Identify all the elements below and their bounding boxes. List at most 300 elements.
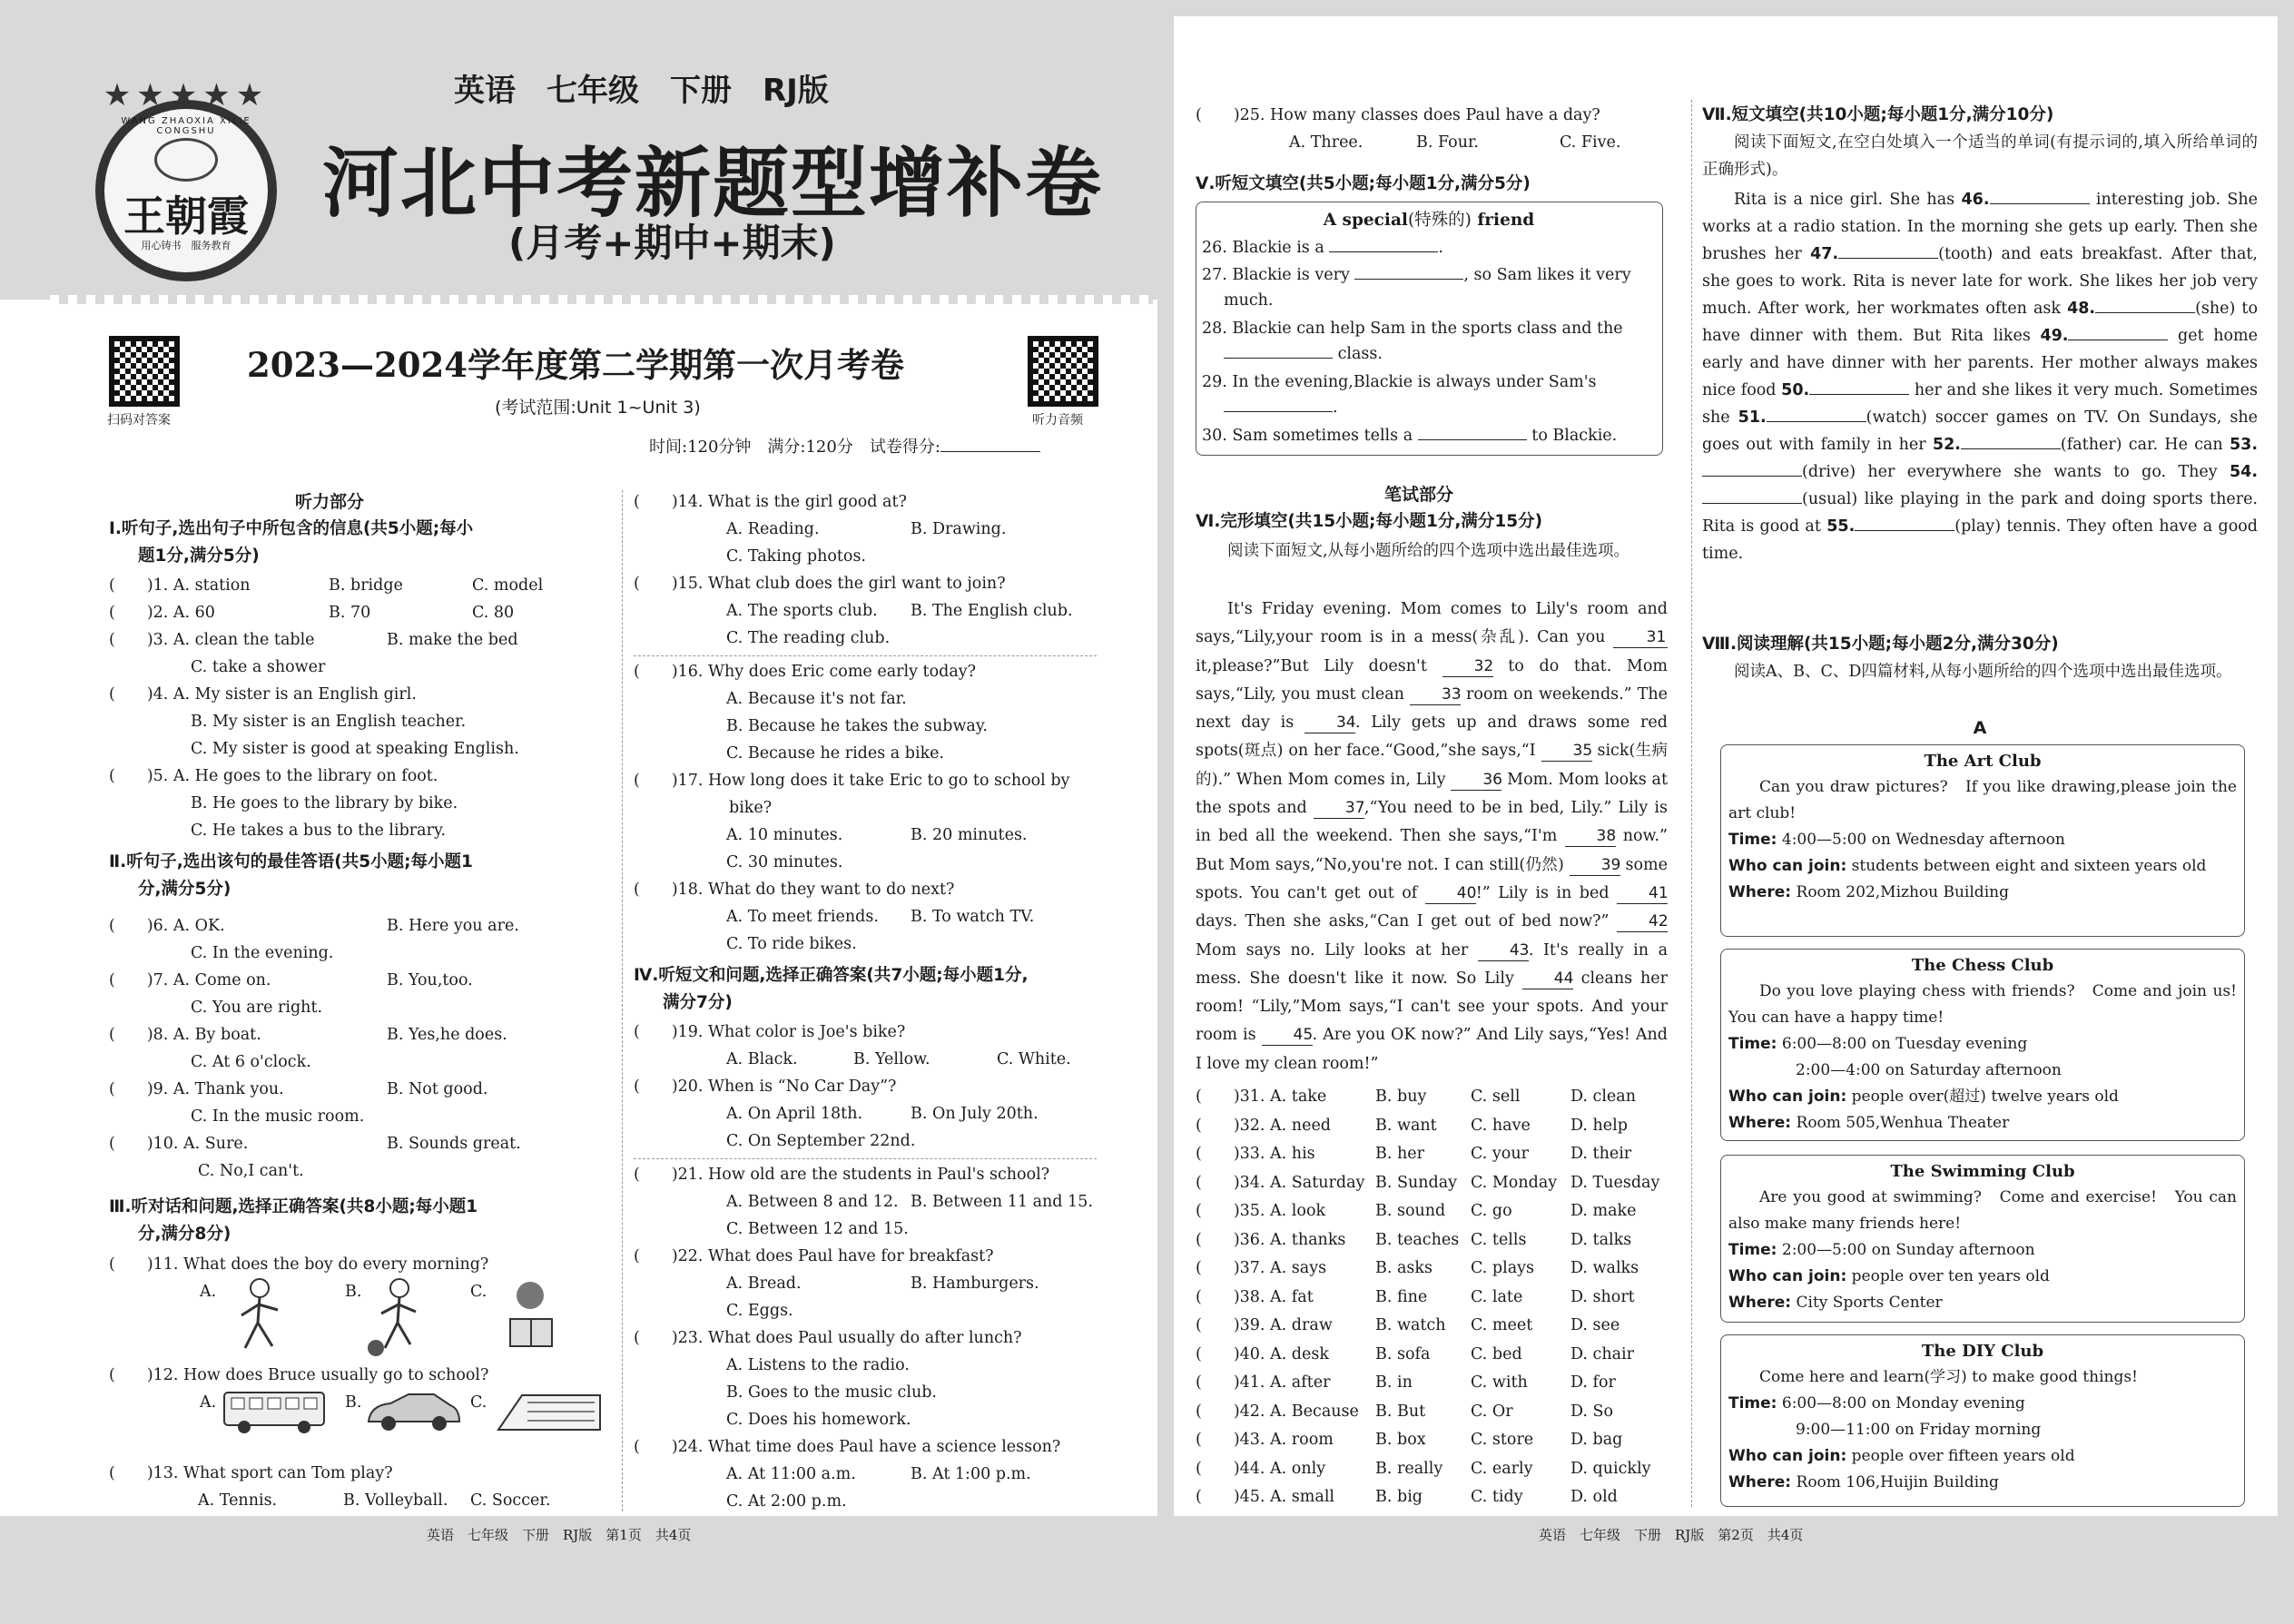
soccer-boy-icon [363, 1275, 431, 1357]
q19-b: B. Yellow. [853, 1050, 930, 1068]
question-5[interactable]: ( )5. A. He goes to the library on foot. [109, 767, 438, 785]
q3-b: B. make the bed [387, 631, 518, 649]
section-1-head2: 题1分,满分5分) [138, 546, 260, 566]
fill-seg: Rita is a nice girl. She has [1734, 191, 1962, 209]
q7-c: C. You are right. [191, 999, 323, 1017]
fill-passage [1702, 186, 2258, 567]
section-5-head: Ⅴ.听短文填空(共5小题;每小题1分,满分5分) [1196, 174, 1531, 193]
cloze-option: B. teaches [1375, 1230, 1460, 1249]
club-time [1721, 1031, 2244, 1058]
question-13[interactable]: ( )13. What sport can Tom play? [109, 1464, 393, 1482]
q14-c: C. Taking photos. [726, 547, 866, 566]
q28-text2: class. [1337, 345, 1383, 363]
cloze-seg: now.” But Mom says,“No,you're not. I can still(仍然) [1196, 827, 1668, 874]
cloze-option: B. buy [1375, 1088, 1427, 1106]
cloze-seg: it,please?”But Lily doesn't [1196, 656, 1442, 675]
q30-line [1202, 422, 1617, 449]
club-where-label: Where: [1728, 1473, 1792, 1491]
q19-a: A. Black. [726, 1050, 798, 1068]
q30-text2: to Blackie. [1531, 427, 1618, 445]
club-who-label: Who can join: [1728, 857, 1847, 875]
club-time2: 2:00—4:00 on Saturday afternoon [1796, 1061, 2062, 1079]
qr-code-left [109, 336, 180, 407]
club-time-value: 4:00—5:00 on Wednesday afternoon [1777, 831, 2065, 849]
q16-c: C. Because he rides a bike. [726, 744, 945, 763]
bus-icon [222, 1387, 327, 1437]
logo-ring-text: WANG ZHAOXIA XILIE CONGSHU [121, 116, 251, 136]
cloze-option: C. tidy [1471, 1488, 1523, 1506]
question-7[interactable] [109, 967, 473, 994]
q22-c: C. Eggs. [726, 1302, 793, 1320]
star-icon: ★★★★★ [103, 77, 270, 113]
q1-c: C. model [472, 576, 544, 595]
q5-b: B. He goes to the library by bike. [191, 794, 458, 812]
cloze-seg: room on weekends.” The next day is [1196, 684, 1668, 733]
q29-line: 29. In the evening,Blackie is always under Sam's [1202, 373, 1597, 391]
cloze-option: ( )38. A. fat [1196, 1287, 1314, 1306]
q17-cont: bike? [729, 799, 773, 817]
logo-text: 王朝霞 [123, 192, 249, 241]
q29-text2: . [1333, 399, 1338, 417]
q4-c: C. My sister is good at speaking English. [191, 740, 519, 758]
cloze-option: D. So [1570, 1402, 1614, 1421]
column-divider [1691, 100, 1692, 1507]
q18-a: A. To meet friends. [726, 908, 879, 926]
cloze-option: ( )34. A. Saturday [1196, 1173, 1365, 1192]
club-who-value: people over(超过) twelve years old [1846, 1088, 2119, 1106]
q12-c-label: C. [470, 1393, 487, 1412]
club-where-label: Where: [1728, 1114, 1792, 1132]
cloze-option: D. quickly [1570, 1459, 1651, 1478]
club-name: The Art Club [1924, 752, 2042, 771]
q14-b: B. Drawing. [911, 520, 1007, 538]
club-card [1720, 949, 2252, 1141]
fill-num-49: 49. [2040, 327, 2069, 345]
page-footer: 英语 七年级 下册 RJ版 第1页 共4页 [427, 1527, 692, 1543]
logo-motto: 用心铸书 服务教育 [141, 240, 231, 251]
cloze-option: D. bag [1570, 1431, 1623, 1449]
cloze-option: ( )32. A. need [1196, 1116, 1331, 1135]
fill-blank-55[interactable] [1855, 530, 1954, 531]
q28-cont [1224, 340, 1383, 368]
q11-b-label: B. [345, 1283, 362, 1301]
fill-num-52: 52. [1932, 436, 1961, 454]
exam-meta [649, 434, 1040, 458]
question-9[interactable] [109, 1076, 488, 1103]
q20-b: B. On July 20th. [911, 1105, 1039, 1123]
q8-b: B. Yes,he does. [387, 1026, 507, 1044]
question-12[interactable]: ( )12. How does Bruce usually go to school? [109, 1366, 489, 1384]
q4-b: B. My sister is an English teacher. [191, 713, 467, 731]
cloze-option: C. sell [1471, 1088, 1521, 1106]
box-title-c: friend [1471, 211, 1535, 230]
club-where [1721, 1470, 2244, 1496]
q27-blank[interactable] [1354, 279, 1463, 280]
q10-a: ( )10. A. Sure. [109, 1135, 249, 1153]
question-8[interactable] [109, 1021, 507, 1048]
q21-b: B. Between 11 and 15. [911, 1193, 1093, 1211]
fill-blank-46[interactable] [1990, 203, 2090, 204]
cloze-option: ( )36. A. thanks [1196, 1230, 1346, 1249]
cloze-seg: Mom says no. Lily looks at her [1196, 940, 1478, 960]
cloze-option: ( )40. A. desk [1196, 1344, 1329, 1363]
section-6-intro: 阅读下面短文,从每小题所给的四个选项中选出最佳选项。 [1227, 542, 1630, 560]
question-23[interactable]: ( )23. What does Paul usually do after lunch? [634, 1329, 1022, 1347]
club-time-value: 6:00—8:00 on Tuesday evening [1777, 1035, 2028, 1053]
q13-a: A. Tennis. [198, 1491, 278, 1510]
logo-eye-icon [154, 138, 218, 182]
fill-seg: (she) to have dinner with them. But Rita likes [1702, 300, 2258, 345]
cloze-option: ( )44. A. only [1196, 1459, 1326, 1478]
q20-c: C. On September 22nd. [726, 1132, 916, 1150]
q17-a: A. 10 minutes. [726, 826, 843, 844]
q10-b: B. Sounds great. [387, 1135, 521, 1153]
club-card [1720, 744, 2245, 937]
fill-seg: (usual) like playing in the park and doing sports there. Rita is good at [1702, 490, 2258, 536]
question-21[interactable]: ( )21. How old are the students in Paul's school? [634, 1166, 1050, 1184]
cloze-option: D. help [1570, 1116, 1628, 1135]
cloze-blank-45[interactable]: 45 [1262, 1025, 1313, 1046]
fill-seg: (watch) soccer games on TV. On Sundays, she goes out with family in her [1702, 408, 2258, 454]
train-icon [495, 1384, 604, 1439]
qr-left-label: 扫码对答案 [107, 413, 171, 428]
cloze-option: C. with [1471, 1373, 1528, 1392]
cloze-option: C. late [1471, 1287, 1523, 1306]
club-time-label: Time: [1728, 1241, 1777, 1259]
q1-b: B. bridge [329, 576, 403, 595]
club-desc: Can you draw pictures? If you like drawing,please join the art club! [1728, 778, 2237, 822]
club-time [1721, 827, 2244, 853]
club-where-label: Where: [1728, 1294, 1792, 1312]
cloze-option: D. old [1570, 1488, 1618, 1506]
q6-c: C. In the evening. [191, 944, 334, 962]
question-25[interactable]: ( )25. How many classes does Paul have a day? [1196, 106, 1600, 124]
cloze-blank-41[interactable]: 41 [1617, 883, 1668, 904]
fill-seg: (drive) her everywhere she wants to go. They [1802, 463, 2230, 481]
fill-blank-53[interactable] [1702, 476, 1802, 477]
q3-a: ( )3. A. clean the table [109, 631, 315, 649]
section-2-head2: 分,满分5分) [138, 880, 231, 899]
q26-blank[interactable] [1329, 251, 1438, 252]
question-18[interactable]: ( )18. What do they want to do next? [634, 881, 955, 899]
q5-c: C. He takes a bus to the library. [191, 822, 447, 840]
q10-c: C. No,I can't. [198, 1162, 304, 1180]
cloze-option: B. big [1375, 1488, 1423, 1506]
q29-blank[interactable] [1224, 411, 1333, 412]
club-desc: Do you love playing chess with friends? Come and join us! You can have a happy time! [1728, 982, 2252, 1027]
q27-line [1202, 261, 1631, 289]
question-16[interactable]: ( )16. Why does Eric come early today? [634, 663, 977, 681]
q30-blank[interactable] [1418, 439, 1527, 440]
club-time-value: 6:00—8:00 on Monday evening [1777, 1394, 2025, 1412]
cloze-seg: It's Friday evening. Mom comes to Lily's room and says,“Lily,your room is in a mess(杂乱). Can you [1196, 600, 1668, 647]
section-8-intro: 阅读A、B、C、D四篇材料,从每小题所给的四个选项中选出最佳选项。 [1734, 663, 2232, 681]
cloze-option: B. sound [1375, 1202, 1446, 1220]
q7-a: ( )7. A. Come on. [109, 971, 271, 989]
fill-blank-52[interactable] [1961, 448, 2061, 449]
qr-code-right [1028, 336, 1098, 407]
cloze-option: D. chair [1570, 1344, 1634, 1363]
club-card [1720, 1334, 2245, 1507]
question-20[interactable]: ( )20. When is “No Car Day”? [634, 1078, 897, 1096]
cloze-option: D. talks [1570, 1230, 1632, 1249]
cloze-seg: days. Then she asks,“Can I get out of bed now?” [1196, 912, 1617, 931]
section-3-head: Ⅲ.听对话和问题,选择正确答案(共8小题;每小题1 [109, 1197, 478, 1216]
cloze-seg: Mom. Mom looks at the spots and [1196, 770, 1668, 818]
cloze-blank-33[interactable]: 33 [1410, 684, 1461, 705]
cloze-option: ( )37. A. says [1196, 1259, 1327, 1277]
cloze-option: B. in [1375, 1373, 1413, 1392]
writing-title: 笔试部分 [1384, 485, 1454, 505]
cloze-option: D. clean [1570, 1088, 1636, 1106]
cloze-option: C. Or [1471, 1402, 1513, 1421]
cloze-option: ( )39. A. draw [1196, 1316, 1333, 1334]
section-4-head2: 满分7分) [663, 993, 733, 1012]
q23-b: B. Goes to the music club. [726, 1383, 937, 1402]
fill-num-48: 48. [2067, 300, 2096, 318]
exam-title: 2023—2024学年度第二学期第一次月考卷 [247, 345, 904, 385]
club-time-label: Time: [1728, 1035, 1777, 1053]
q20-a: A. On April 18th. [726, 1105, 863, 1123]
cloze-blank-39[interactable]: 39 [1570, 855, 1620, 876]
exam-scope: (考试范围:Unit 1~Unit 3) [495, 398, 701, 418]
main-title: 河北中考新题型增补卷 [322, 139, 1104, 228]
q26-text: 26. Blackie is a [1202, 239, 1324, 257]
publisher-logo [95, 100, 277, 281]
divider [634, 1158, 1097, 1159]
q25-a: A. Three. [1289, 133, 1364, 152]
q17-b: B. 20 minutes. [911, 826, 1028, 844]
cloze-option: ( )45. A. small [1196, 1488, 1335, 1506]
cloze-blank-32[interactable]: 32 [1442, 656, 1493, 677]
q26-line: 26. Blackie is a . [1202, 239, 1443, 257]
q9-a: ( )9. A. Thank you. [109, 1080, 284, 1098]
car-icon [363, 1387, 463, 1437]
q15-c: C. The reading club. [726, 629, 891, 647]
section-4-head: Ⅳ.听短文和问题,选择正确答案(共7小题;每小题1分, [634, 966, 1029, 985]
cloze-option: B. But [1375, 1402, 1426, 1421]
cloze-option: B. fine [1375, 1287, 1428, 1306]
question-10[interactable] [109, 1130, 521, 1157]
cloze-option: D. see [1570, 1316, 1620, 1334]
club-where-label: Where: [1728, 883, 1792, 901]
dictation-box [1196, 202, 1663, 456]
question-17[interactable]: ( )17. How long does it take Eric to go to school by [634, 772, 1070, 790]
club-time [1721, 1391, 2244, 1417]
cloze-option: D. their [1570, 1145, 1632, 1163]
q22-b: B. Hamburgers. [911, 1275, 1039, 1293]
club-where [1721, 1110, 2244, 1137]
cloze-blank-38[interactable]: 38 [1565, 826, 1616, 847]
cloze-blank-43[interactable]: 43 [1478, 940, 1529, 961]
club-who [1721, 1084, 2244, 1110]
cloze-seg: some spots. You can't get out of [1196, 855, 1669, 902]
q28-blank[interactable] [1224, 358, 1333, 359]
fill-seg: get home early and have dinner with her parents. Her mother always makes nice food [1702, 327, 2258, 399]
section-3-head2: 分,满分8分) [138, 1225, 231, 1244]
question-22[interactable]: ( )22. What does Paul have for breakfast? [634, 1247, 994, 1265]
q13-c: C. Soccer. [470, 1491, 551, 1510]
club-name: The Swimming Club [1890, 1162, 2075, 1181]
q2-c: C. 80 [472, 604, 515, 622]
fill-seg: (tooth) and eats breakfast. After that, she goes to work. Rita is never late for work. She likes her job very much. After work, her workmates often ask [1702, 245, 2258, 318]
club-who [1721, 1264, 2244, 1290]
club-who-label: Who can join: [1728, 1267, 1847, 1285]
cloze-seg: . Are you OK now?” And Lily says,“Yes! And I love my clean room!” [1196, 1026, 1668, 1073]
cloze-option: B. sofa [1375, 1344, 1431, 1363]
club-where-value: Room 202,Mizhou Building [1791, 883, 2009, 901]
cloze-seg: . It's really in a mess. She doesn't like it now. So Lily [1196, 940, 1669, 988]
cloze-option: D. make [1570, 1202, 1637, 1220]
club-desc: Are you good at swimming? Come and exercise! You can also make many friends here! [1728, 1188, 2237, 1233]
club-time-value: 2:00—5:00 on Sunday afternoon [1777, 1241, 2035, 1259]
q22-a: A. Bread. [726, 1275, 802, 1293]
cloze-blank-36[interactable]: 36 [1451, 770, 1501, 791]
cloze-option: ( )41. A. after [1196, 1373, 1331, 1392]
q15-b: B. The English club. [911, 602, 1073, 620]
cloze-option: B. really [1375, 1459, 1443, 1478]
club-who-value: people over ten years old [1846, 1267, 2050, 1285]
section-7-intro: 阅读下面短文,在空白处填入一个适当的单词(有提示词的,填入所给单词的正确形式)。 [1702, 133, 2258, 179]
club-where [1721, 1290, 2244, 1316]
cloze-blank-34[interactable]: 34 [1305, 713, 1355, 733]
cloze-option: B. want [1375, 1116, 1437, 1135]
section-2-head: Ⅱ.听句子,选出该句的最佳答语(共5小题;每小题1 [109, 852, 473, 871]
club-who-label: Who can join: [1728, 1447, 1847, 1465]
cloze-option: B. Sunday [1375, 1173, 1458, 1192]
q24-b: B. At 1:00 p.m. [911, 1465, 1031, 1483]
cloze-option: C. store [1471, 1431, 1534, 1449]
cloze-seg: ,“You need to be in bed, Lily.” Lily is in bed all the weekend. Then she says,“I'm [1196, 799, 1668, 846]
fill-seg: interesting job. She works at a radio station. In the morning she gets up early. Then she brushes her [1702, 191, 2259, 263]
fill-blank-51[interactable] [1767, 421, 1866, 422]
question-15[interactable]: ( )15. What club does the girl want to join? [634, 575, 1006, 593]
q2-b: B. 70 [329, 604, 371, 622]
column-divider [622, 490, 623, 1511]
q14-a: A. Reading. [726, 520, 820, 538]
question-4[interactable]: ( )4. A. My sister is an English girl. [109, 685, 417, 704]
q9-b: B. Not good. [387, 1080, 488, 1098]
q21-a: A. Between 8 and 12. [726, 1193, 899, 1211]
club-who [1721, 1443, 2244, 1470]
q8-a: ( )8. A. By boat. [109, 1026, 261, 1044]
q29-cont [1224, 394, 1338, 421]
cloze-seg: . Lily gets up and draws some red spots(斑点) on her face.“Good,”she says,“I [1196, 714, 1668, 761]
q28-line: 28. Blackie can help Sam in the sports class and the [1202, 320, 1623, 338]
cloze-option: ( )43. A. room [1196, 1431, 1334, 1449]
fill-num-46: 46. [1961, 191, 1990, 209]
club-name: The Chess Club [1911, 956, 2054, 975]
q7-b: B. You,too. [387, 971, 473, 989]
cloze-option: C. early [1471, 1459, 1533, 1478]
cloze-seg: !” Lily is in bed [1475, 883, 1617, 902]
listening-title: 听力部分 [295, 492, 365, 512]
q3-c: C. take a shower [191, 658, 326, 676]
club-desc: Come here and learn(学习) to make good things! [1759, 1368, 2138, 1386]
club-where-value: City Sports Center [1791, 1294, 1943, 1312]
sub-title: (月考+期中+期末) [508, 221, 836, 265]
section-7-head: Ⅶ.短文填空(共10小题;每小题1分,满分10分) [1702, 105, 2054, 124]
q25-b: B. Four. [1416, 133, 1479, 152]
cloze-option: ( )42. A. Because [1196, 1402, 1359, 1421]
question-6[interactable] [109, 912, 519, 940]
running-boy-icon [227, 1275, 290, 1357]
cloze-option: D. walks [1570, 1259, 1639, 1277]
club-time-label: Time: [1728, 831, 1777, 849]
q1-a: ( )1. A. station [109, 576, 251, 595]
box-title-b: (特殊的) [1407, 211, 1472, 230]
fill-blank-47[interactable] [1838, 258, 1938, 259]
cloze-blank-37[interactable]: 37 [1314, 798, 1364, 819]
question-24[interactable]: ( )24. What time does Paul have a science lesson? [634, 1438, 1061, 1456]
cloze-seg: sick(生病的).” When Mom comes in, Lily [1196, 742, 1669, 789]
cloze-option: C. bed [1471, 1344, 1522, 1363]
divider [634, 655, 1097, 656]
cloze-blank-44[interactable]: 44 [1522, 969, 1573, 989]
cloze-blank-42[interactable]: 42 [1617, 911, 1668, 932]
fill-blank-48[interactable] [2095, 312, 2195, 313]
q16-b: B. Because he takes the subway. [726, 717, 988, 735]
cloze-option: ( )31. A. take [1196, 1088, 1327, 1106]
q11-c-label: C. [470, 1283, 487, 1301]
cloze-seg: cleans her room! “Lily,”Mom says,“I can't see your spots. And your room is [1196, 969, 1668, 1045]
question-19[interactable]: ( )19. What color is Joe's bike? [634, 1023, 906, 1041]
q9-c: C. In the music room. [191, 1107, 365, 1126]
q21-c: C. Between 12 and 15. [726, 1220, 909, 1238]
q24-c: C. At 2:00 p.m. [726, 1492, 847, 1511]
score-blank[interactable] [940, 451, 1040, 452]
club-card [1720, 1155, 2245, 1323]
club-who-value: people over fifteen years old [1846, 1447, 2075, 1465]
cloze-option: D. short [1570, 1287, 1635, 1306]
q17-c: C. 30 minutes. [726, 853, 843, 871]
club-time-label: Time: [1728, 1394, 1777, 1412]
question-1[interactable] [109, 572, 544, 599]
cloze-option: C. your [1471, 1145, 1529, 1163]
q13-b: B. Volleyball. [343, 1491, 448, 1510]
cloze-option: C. tells [1471, 1230, 1527, 1249]
cloze-blank-40[interactable]: 40 [1425, 883, 1476, 904]
cloze-blank-35[interactable]: 35 [1541, 741, 1592, 762]
fill-seg: (play) tennis. They often have a good time. [1702, 517, 2259, 563]
q11-a-label: A. [200, 1283, 217, 1301]
question-3[interactable] [109, 626, 518, 654]
reading-boy-icon [497, 1275, 566, 1357]
section-6-head: Ⅵ.完形填空(共15小题;每小题1分,满分15分) [1196, 512, 1543, 531]
question-14[interactable]: ( )14. What is the girl good at? [634, 493, 907, 511]
q27-text: 27. Blackie is very [1202, 266, 1350, 284]
fill-blank-50[interactable] [1809, 394, 1909, 395]
q16-a: A. Because it's not far. [726, 690, 907, 708]
fill-blank-54[interactable] [1702, 503, 1802, 504]
cloze-option: B. her [1375, 1145, 1424, 1163]
fill-seg: her and she likes it very much. Sometimes she [1702, 381, 2258, 427]
cloze-option: B. box [1375, 1431, 1426, 1449]
question-11[interactable]: ( )11. What does the boy do every morning? [109, 1255, 489, 1274]
cloze-option: C. Monday [1471, 1173, 1558, 1192]
cloze-blank-31[interactable]: 31 [1613, 627, 1668, 648]
question-2[interactable] [109, 599, 515, 626]
q30-text: 30. Sam sometimes tells a [1202, 427, 1413, 445]
q12-b-label: B. [345, 1393, 362, 1412]
cloze-option: D. Tuesday [1570, 1173, 1660, 1192]
club-who [1721, 853, 2244, 880]
cloze-option: C. have [1471, 1116, 1531, 1135]
cloze-seg: to do that. Mom says,“Lily, you must clean [1196, 656, 1668, 704]
club-time2: 9:00—11:00 on Friday morning [1796, 1421, 2042, 1439]
fill-num-54: 54. [2229, 463, 2258, 481]
fill-num-50: 50. [1781, 381, 1810, 399]
